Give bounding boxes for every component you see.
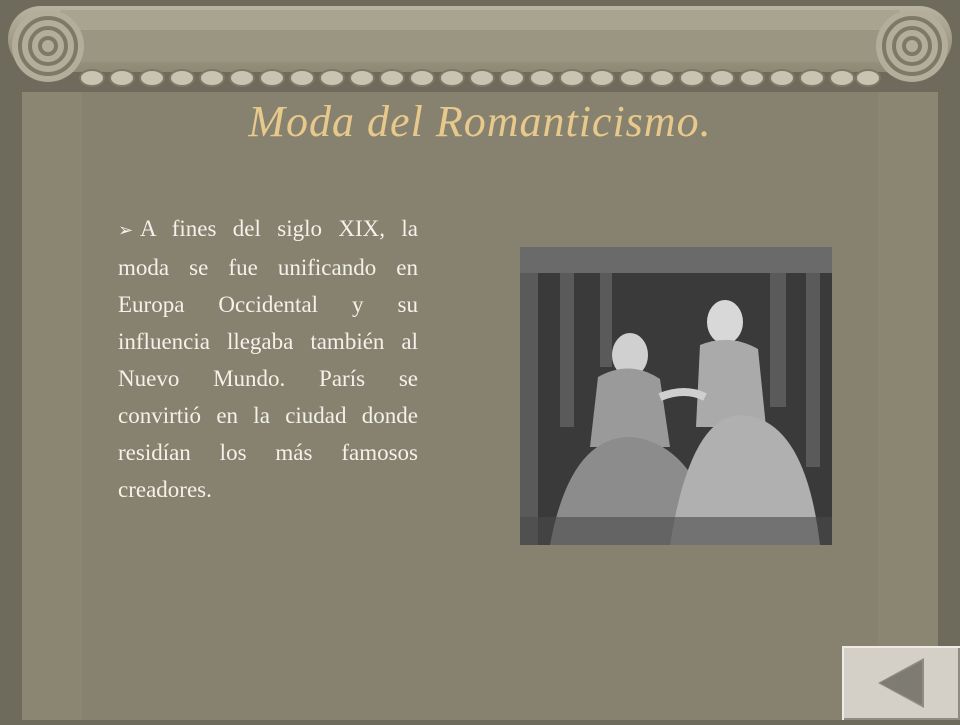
period-photo xyxy=(520,247,832,545)
spiral-icon xyxy=(876,10,948,82)
ionic-capital xyxy=(0,0,960,92)
back-button[interactable] xyxy=(842,646,960,720)
slide-title: Moda del Romanticismo. xyxy=(248,97,712,146)
spiral-icon xyxy=(12,10,84,82)
slide-body xyxy=(118,210,418,508)
body-paragraph: A fines del siglo XIX, la moda se fue unificando en Europa Occidental y su influencia llegaba también al Nuevo Mundo. París se convirtió en la ciudad donde residían los más famosos creadores. xyxy=(118,216,418,502)
arrow-bullet-icon: ➢ xyxy=(118,220,134,241)
left-triangle-icon xyxy=(842,646,960,720)
